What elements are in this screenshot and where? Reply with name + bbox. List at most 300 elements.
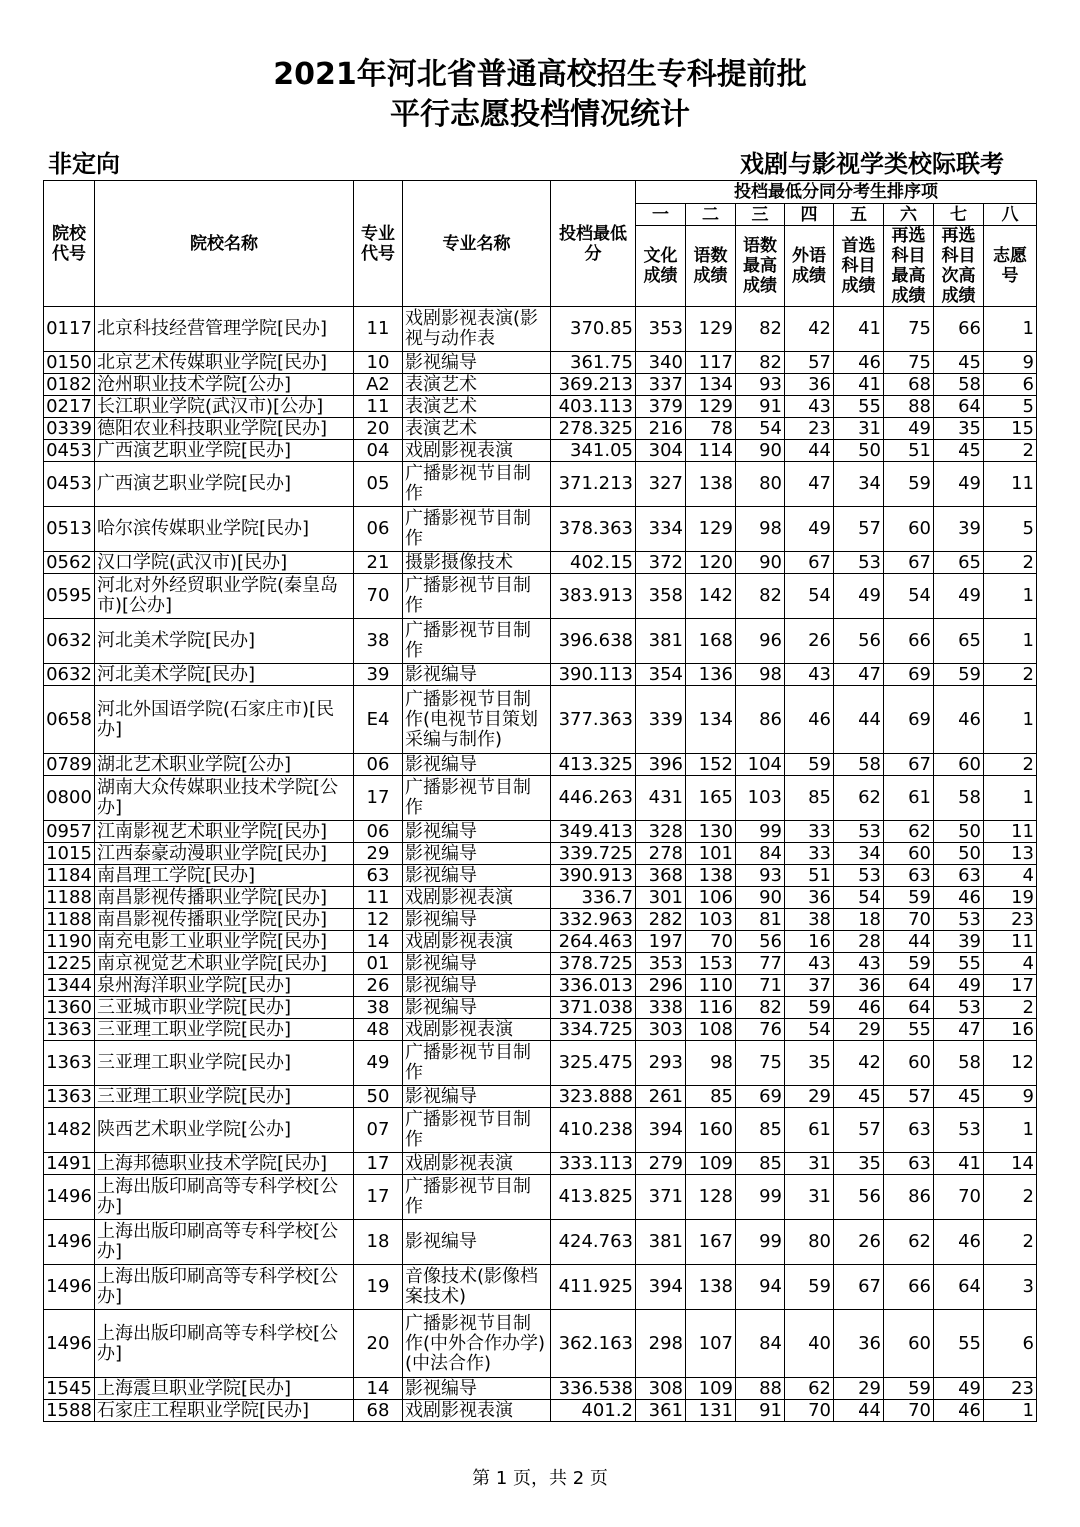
rank-item-cell-7: 39 xyxy=(934,507,984,552)
school-code-cell: 1363 xyxy=(44,1041,95,1086)
rank-item-cell-4: 40 xyxy=(785,1310,834,1378)
min-score-cell: 390.113 xyxy=(551,664,636,686)
school-code-cell: 0632 xyxy=(44,619,95,664)
major-name-cell: 影视编导 xyxy=(403,953,551,975)
rank-item-cell-8: 4 xyxy=(984,953,1037,975)
rank-item-cell-8: 1 xyxy=(984,574,1037,619)
rank-item-cell-7: 65 xyxy=(934,619,984,664)
rank-item-cell-2: 168 xyxy=(686,619,736,664)
school-code-cell: 1482 xyxy=(44,1108,95,1153)
major-code-cell: 11 xyxy=(354,307,403,352)
school-name-cell: 湖北艺术职业学院[公办] xyxy=(95,754,354,776)
rank-item-cell-4: 59 xyxy=(785,997,834,1019)
rank-item-cell-3: 99 xyxy=(736,1220,785,1265)
min-score-cell: 390.913 xyxy=(551,865,636,887)
rank-item-cell-7: 70 xyxy=(934,1175,984,1220)
school-code-cell: 0632 xyxy=(44,664,95,686)
rank-item-cell-1: 379 xyxy=(636,396,686,418)
rank-item-cell-4: 44 xyxy=(785,440,834,462)
rank-item-cell-7: 47 xyxy=(934,1019,984,1041)
rank-item-cell-7: 59 xyxy=(934,664,984,686)
major-code-cell: 18 xyxy=(354,1220,403,1265)
school-code-cell: 0453 xyxy=(44,462,95,507)
rank-item-cell-7: 65 xyxy=(934,552,984,574)
school-code-cell: 0513 xyxy=(44,507,95,552)
table-row xyxy=(44,1265,1037,1310)
header-item-6: 再选科目最高成绩 xyxy=(884,226,934,307)
rank-item-cell-8: 1 xyxy=(984,776,1037,821)
rank-item-cell-8: 2 xyxy=(984,440,1037,462)
header-item-8: 志愿号 xyxy=(984,226,1037,307)
rank-item-cell-6: 67 xyxy=(884,552,934,574)
rank-item-cell-4: 35 xyxy=(785,1041,834,1086)
table-row xyxy=(44,821,1037,843)
rank-item-cell-6: 55 xyxy=(884,1019,934,1041)
rank-item-cell-1: 371 xyxy=(636,1175,686,1220)
rank-item-cell-4: 59 xyxy=(785,754,834,776)
school-code-cell: 1545 xyxy=(44,1378,95,1400)
major-name-cell: 戏剧影视表演 xyxy=(403,1400,551,1422)
table-row xyxy=(44,975,1037,997)
table-row xyxy=(44,307,1037,352)
rank-item-cell-4: 16 xyxy=(785,931,834,953)
rank-item-cell-8: 19 xyxy=(984,887,1037,909)
rank-item-cell-7: 49 xyxy=(934,975,984,997)
school-code-cell: 0339 xyxy=(44,418,95,440)
table-row xyxy=(44,1175,1037,1220)
rank-item-cell-2: 131 xyxy=(686,1400,736,1422)
rank-item-cell-8: 5 xyxy=(984,396,1037,418)
major-code-cell: A2 xyxy=(354,374,403,396)
school-code-cell: 0217 xyxy=(44,396,95,418)
header-order-7: 七 xyxy=(934,204,984,226)
rank-item-cell-1: 293 xyxy=(636,1041,686,1086)
rank-item-cell-8: 1 xyxy=(984,619,1037,664)
rank-item-cell-4: 57 xyxy=(785,352,834,374)
rank-item-cell-4: 23 xyxy=(785,418,834,440)
rank-item-cell-1: 339 xyxy=(636,686,686,754)
min-score-cell: 264.463 xyxy=(551,931,636,953)
major-code-cell: 21 xyxy=(354,552,403,574)
school-code-cell: 1496 xyxy=(44,1220,95,1265)
rank-item-cell-8: 4 xyxy=(984,865,1037,887)
school-code-cell: 0182 xyxy=(44,374,95,396)
rank-item-cell-4: 54 xyxy=(785,1019,834,1041)
major-code-cell: E4 xyxy=(354,686,403,754)
rank-item-cell-4: 29 xyxy=(785,1086,834,1108)
rank-item-cell-4: 36 xyxy=(785,887,834,909)
rank-item-cell-2: 165 xyxy=(686,776,736,821)
min-score-cell: 336.7 xyxy=(551,887,636,909)
rank-item-cell-8: 14 xyxy=(984,1153,1037,1175)
rank-item-cell-7: 45 xyxy=(934,1086,984,1108)
rank-item-cell-4: 33 xyxy=(785,843,834,865)
rank-item-cell-4: 70 xyxy=(785,1400,834,1422)
rank-item-cell-8: 2 xyxy=(984,664,1037,686)
header-item-7: 再选科目次高成绩 xyxy=(934,226,984,307)
school-name-cell: 沧州职业技术学院[公办] xyxy=(95,374,354,396)
school-name-cell: 江南影视艺术职业学院[民办] xyxy=(95,821,354,843)
rank-item-cell-1: 353 xyxy=(636,307,686,352)
rank-item-cell-4: 59 xyxy=(785,1265,834,1310)
header-tie-group: 投档最低分同分考生排序项 xyxy=(636,181,1037,204)
rank-item-cell-1: 301 xyxy=(636,887,686,909)
rank-item-cell-5: 57 xyxy=(834,507,884,552)
rank-item-cell-5: 53 xyxy=(834,821,884,843)
rank-item-cell-3: 90 xyxy=(736,552,785,574)
rank-item-cell-3: 94 xyxy=(736,1265,785,1310)
rank-item-cell-7: 50 xyxy=(934,843,984,865)
rank-item-cell-3: 99 xyxy=(736,1175,785,1220)
major-code-cell: 17 xyxy=(354,776,403,821)
major-name-cell: 影视编导 xyxy=(403,821,551,843)
rank-item-cell-6: 68 xyxy=(884,374,934,396)
rank-item-cell-7: 55 xyxy=(934,1310,984,1378)
min-score-cell: 413.825 xyxy=(551,1175,636,1220)
rank-item-cell-2: 138 xyxy=(686,462,736,507)
major-code-cell: 26 xyxy=(354,975,403,997)
rank-item-cell-6: 69 xyxy=(884,664,934,686)
school-name-cell: 南昌理工学院[民办] xyxy=(95,865,354,887)
major-name-cell: 戏剧影视表演 xyxy=(403,1019,551,1041)
min-score-cell: 370.85 xyxy=(551,307,636,352)
rank-item-cell-4: 51 xyxy=(785,865,834,887)
rank-item-cell-3: 90 xyxy=(736,887,785,909)
rank-item-cell-6: 59 xyxy=(884,462,934,507)
major-code-cell: 20 xyxy=(354,1310,403,1378)
school-code-cell: 1496 xyxy=(44,1265,95,1310)
rank-item-cell-6: 66 xyxy=(884,1265,934,1310)
table-row xyxy=(44,1086,1037,1108)
table-row xyxy=(44,507,1037,552)
major-name-cell: 广播影视节目制作 xyxy=(403,574,551,619)
table-row xyxy=(44,418,1037,440)
rank-item-cell-7: 64 xyxy=(934,1265,984,1310)
rank-item-cell-7: 55 xyxy=(934,953,984,975)
rank-item-cell-4: 37 xyxy=(785,975,834,997)
header-order-1: 一 xyxy=(636,204,686,226)
rank-item-cell-6: 66 xyxy=(884,619,934,664)
rank-item-cell-8: 15 xyxy=(984,418,1037,440)
rank-item-cell-6: 75 xyxy=(884,352,934,374)
min-score-cell: 332.963 xyxy=(551,909,636,931)
min-score-cell: 424.763 xyxy=(551,1220,636,1265)
table-row xyxy=(44,352,1037,374)
rank-item-cell-7: 45 xyxy=(934,352,984,374)
major-code-cell: 68 xyxy=(354,1400,403,1422)
school-name-cell: 三亚理工职业学院[民办] xyxy=(95,1041,354,1086)
min-score-cell: 336.013 xyxy=(551,975,636,997)
rank-item-cell-2: 167 xyxy=(686,1220,736,1265)
rank-item-cell-3: 54 xyxy=(736,418,785,440)
school-name-cell: 德阳农业科技职业学院[民办] xyxy=(95,418,354,440)
rank-item-cell-1: 394 xyxy=(636,1265,686,1310)
rank-item-cell-6: 59 xyxy=(884,1378,934,1400)
major-code-cell: 29 xyxy=(354,843,403,865)
rank-item-cell-6: 59 xyxy=(884,953,934,975)
major-name-cell: 影视编导 xyxy=(403,664,551,686)
major-code-cell: 19 xyxy=(354,1265,403,1310)
header-school-code: 院校代号 xyxy=(44,181,95,307)
rank-item-cell-5: 62 xyxy=(834,776,884,821)
rank-item-cell-7: 64 xyxy=(934,396,984,418)
major-name-cell: 广播影视节目制作 xyxy=(403,507,551,552)
header-order-3: 三 xyxy=(736,204,785,226)
rank-item-cell-5: 53 xyxy=(834,865,884,887)
rank-item-cell-5: 53 xyxy=(834,552,884,574)
rank-item-cell-8: 12 xyxy=(984,1041,1037,1086)
rank-item-cell-2: 138 xyxy=(686,865,736,887)
rank-item-cell-7: 49 xyxy=(934,462,984,507)
table-row xyxy=(44,619,1037,664)
rank-item-cell-4: 61 xyxy=(785,1108,834,1153)
rank-item-cell-5: 46 xyxy=(834,997,884,1019)
min-score-cell: 413.325 xyxy=(551,754,636,776)
table-row xyxy=(44,1108,1037,1153)
header-major-code: 专业代号 xyxy=(354,181,403,307)
rank-item-cell-7: 46 xyxy=(934,686,984,754)
table-row xyxy=(44,1019,1037,1041)
admission-table xyxy=(43,180,1037,1422)
rank-item-cell-4: 54 xyxy=(785,574,834,619)
rank-item-cell-3: 76 xyxy=(736,1019,785,1041)
rank-item-cell-7: 58 xyxy=(934,374,984,396)
rank-item-cell-5: 28 xyxy=(834,931,884,953)
school-name-cell: 上海出版印刷高等专科学校[公办] xyxy=(95,1220,354,1265)
major-code-cell: 01 xyxy=(354,953,403,975)
rank-item-cell-1: 431 xyxy=(636,776,686,821)
major-name-cell: 表演艺术 xyxy=(403,418,551,440)
rank-item-cell-6: 64 xyxy=(884,997,934,1019)
rank-item-cell-5: 55 xyxy=(834,396,884,418)
rank-item-cell-1: 353 xyxy=(636,953,686,975)
header-item-1: 文化成绩 xyxy=(636,226,686,307)
rank-item-cell-1: 396 xyxy=(636,754,686,776)
header-item-4: 外语成绩 xyxy=(785,226,834,307)
rank-item-cell-8: 9 xyxy=(984,352,1037,374)
major-name-cell: 戏剧影视表演 xyxy=(403,887,551,909)
major-code-cell: 17 xyxy=(354,1175,403,1220)
header-order-6: 六 xyxy=(884,204,934,226)
school-code-cell: 1190 xyxy=(44,931,95,953)
min-score-cell: 401.2 xyxy=(551,1400,636,1422)
table-row xyxy=(44,997,1037,1019)
major-name-cell: 广播影视节目制作 xyxy=(403,1175,551,1220)
rank-item-cell-2: 129 xyxy=(686,307,736,352)
school-name-cell: 三亚理工职业学院[民办] xyxy=(95,1019,354,1041)
rank-item-cell-5: 35 xyxy=(834,1153,884,1175)
major-code-cell: 05 xyxy=(354,462,403,507)
rank-item-cell-8: 2 xyxy=(984,754,1037,776)
rank-item-cell-1: 372 xyxy=(636,552,686,574)
rank-item-cell-7: 58 xyxy=(934,776,984,821)
school-code-cell: 1184 xyxy=(44,865,95,887)
rank-item-cell-1: 278 xyxy=(636,843,686,865)
school-name-cell: 陕西艺术职业学院[公办] xyxy=(95,1108,354,1153)
school-name-cell: 三亚城市职业学院[民办] xyxy=(95,997,354,1019)
rank-item-cell-2: 108 xyxy=(686,1019,736,1041)
rank-item-cell-2: 70 xyxy=(686,931,736,953)
rank-item-cell-6: 44 xyxy=(884,931,934,953)
rank-item-cell-6: 63 xyxy=(884,865,934,887)
rank-item-cell-4: 43 xyxy=(785,664,834,686)
school-name-cell: 南京视觉艺术职业学院[民办] xyxy=(95,953,354,975)
major-code-cell: 49 xyxy=(354,1041,403,1086)
subtitle-right: 戏剧与影视学类校际联考 xyxy=(740,150,1004,178)
table-row xyxy=(44,931,1037,953)
major-name-cell: 戏剧影视表演(影视与动作表 xyxy=(403,307,551,352)
rank-item-cell-6: 88 xyxy=(884,396,934,418)
major-name-cell: 广播影视节目制作(中外合作办学)(中法合作) xyxy=(403,1310,551,1378)
school-name-cell: 北京科技经营管理学院[民办] xyxy=(95,307,354,352)
rank-item-cell-5: 34 xyxy=(834,843,884,865)
min-score-cell: 396.638 xyxy=(551,619,636,664)
school-name-cell: 石家庄工程职业学院[民办] xyxy=(95,1400,354,1422)
rank-item-cell-6: 64 xyxy=(884,975,934,997)
rank-item-cell-1: 361 xyxy=(636,1400,686,1422)
rank-item-cell-2: 138 xyxy=(686,1265,736,1310)
rank-item-cell-3: 85 xyxy=(736,1108,785,1153)
school-name-cell: 汉口学院(武汉市)[民办] xyxy=(95,552,354,574)
rank-item-cell-6: 70 xyxy=(884,1400,934,1422)
rank-item-cell-8: 6 xyxy=(984,374,1037,396)
rank-item-cell-2: 153 xyxy=(686,953,736,975)
rank-item-cell-2: 85 xyxy=(686,1086,736,1108)
rank-item-cell-7: 63 xyxy=(934,865,984,887)
rank-item-cell-5: 47 xyxy=(834,664,884,686)
page-footer: 第 1 页，共 2 页 xyxy=(472,1468,608,1489)
rank-item-cell-5: 45 xyxy=(834,1086,884,1108)
rank-item-cell-4: 42 xyxy=(785,307,834,352)
rank-item-cell-6: 69 xyxy=(884,686,934,754)
rank-item-cell-3: 104 xyxy=(736,754,785,776)
rank-item-cell-6: 60 xyxy=(884,1310,934,1378)
major-name-cell: 广播影视节目制作(电视节目策划采编与制作) xyxy=(403,686,551,754)
school-name-cell: 三亚理工职业学院[民办] xyxy=(95,1086,354,1108)
major-name-cell: 影视编导 xyxy=(403,1086,551,1108)
major-name-cell: 影视编导 xyxy=(403,843,551,865)
min-score-cell: 410.238 xyxy=(551,1108,636,1153)
rank-item-cell-2: 103 xyxy=(686,909,736,931)
rank-item-cell-4: 43 xyxy=(785,396,834,418)
major-code-cell: 39 xyxy=(354,664,403,686)
rank-item-cell-7: 53 xyxy=(934,1108,984,1153)
major-code-cell: 20 xyxy=(354,418,403,440)
rank-item-cell-5: 36 xyxy=(834,1310,884,1378)
table-row xyxy=(44,1378,1037,1400)
rank-item-cell-3: 88 xyxy=(736,1378,785,1400)
table-row xyxy=(44,1041,1037,1086)
school-code-cell: 1188 xyxy=(44,909,95,931)
rank-item-cell-6: 54 xyxy=(884,574,934,619)
rank-item-cell-8: 23 xyxy=(984,909,1037,931)
major-name-cell: 影视编导 xyxy=(403,754,551,776)
rank-item-cell-8: 1 xyxy=(984,686,1037,754)
table-row xyxy=(44,374,1037,396)
rank-item-cell-7: 49 xyxy=(934,1378,984,1400)
major-code-cell: 38 xyxy=(354,619,403,664)
rank-item-cell-2: 129 xyxy=(686,396,736,418)
min-score-cell: 339.725 xyxy=(551,843,636,865)
rank-item-cell-1: 296 xyxy=(636,975,686,997)
major-name-cell: 影视编导 xyxy=(403,865,551,887)
major-name-cell: 影视编导 xyxy=(403,909,551,931)
rank-item-cell-1: 298 xyxy=(636,1310,686,1378)
rank-item-cell-4: 36 xyxy=(785,374,834,396)
rank-item-cell-5: 34 xyxy=(834,462,884,507)
rank-item-cell-8: 3 xyxy=(984,1265,1037,1310)
rank-item-cell-3: 93 xyxy=(736,865,785,887)
rank-item-cell-3: 96 xyxy=(736,619,785,664)
rank-item-cell-8: 11 xyxy=(984,462,1037,507)
rank-item-cell-5: 46 xyxy=(834,352,884,374)
major-code-cell: 17 xyxy=(354,1153,403,1175)
school-code-cell: 0562 xyxy=(44,552,95,574)
school-name-cell: 泉州海洋职业学院[民办] xyxy=(95,975,354,997)
rank-item-cell-3: 91 xyxy=(736,1400,785,1422)
rank-item-cell-1: 327 xyxy=(636,462,686,507)
rank-item-cell-2: 106 xyxy=(686,887,736,909)
min-score-cell: 336.538 xyxy=(551,1378,636,1400)
school-code-cell: 0117 xyxy=(44,307,95,352)
table-row xyxy=(44,686,1037,754)
min-score-cell: 371.213 xyxy=(551,462,636,507)
min-score-cell: 362.163 xyxy=(551,1310,636,1378)
rank-item-cell-5: 42 xyxy=(834,1041,884,1086)
rank-item-cell-3: 99 xyxy=(736,821,785,843)
rank-item-cell-5: 31 xyxy=(834,418,884,440)
rank-item-cell-1: 337 xyxy=(636,374,686,396)
header-item-3: 语数最高成绩 xyxy=(736,226,785,307)
rank-item-cell-3: 77 xyxy=(736,953,785,975)
rank-item-cell-6: 75 xyxy=(884,307,934,352)
header-order-2: 二 xyxy=(686,204,736,226)
school-code-cell: 0789 xyxy=(44,754,95,776)
major-name-cell: 戏剧影视表演 xyxy=(403,931,551,953)
min-score-cell: 341.05 xyxy=(551,440,636,462)
rank-item-cell-5: 29 xyxy=(834,1378,884,1400)
table-row xyxy=(44,462,1037,507)
rank-item-cell-6: 62 xyxy=(884,821,934,843)
table-row xyxy=(44,887,1037,909)
rank-item-cell-6: 60 xyxy=(884,507,934,552)
rank-item-cell-6: 61 xyxy=(884,776,934,821)
school-code-cell: 0453 xyxy=(44,440,95,462)
school-code-cell: 0658 xyxy=(44,686,95,754)
table-row xyxy=(44,664,1037,686)
table-row xyxy=(44,843,1037,865)
rank-item-cell-2: 109 xyxy=(686,1153,736,1175)
rank-item-cell-3: 98 xyxy=(736,664,785,686)
rank-item-cell-5: 26 xyxy=(834,1220,884,1265)
rank-item-cell-4: 46 xyxy=(785,686,834,754)
major-name-cell: 广播影视节目制作 xyxy=(403,462,551,507)
major-name-cell: 广播影视节目制作 xyxy=(403,776,551,821)
rank-item-cell-8: 16 xyxy=(984,1019,1037,1041)
rank-item-cell-3: 80 xyxy=(736,462,785,507)
rank-item-cell-3: 84 xyxy=(736,843,785,865)
min-score-cell: 369.213 xyxy=(551,374,636,396)
school-code-cell: 1491 xyxy=(44,1153,95,1175)
school-name-cell: 广西演艺职业学院[民办] xyxy=(95,462,354,507)
rank-item-cell-1: 368 xyxy=(636,865,686,887)
min-score-cell: 383.913 xyxy=(551,574,636,619)
rank-item-cell-3: 98 xyxy=(736,507,785,552)
table-row xyxy=(44,440,1037,462)
rank-item-cell-4: 67 xyxy=(785,552,834,574)
school-name-cell: 上海出版印刷高等专科学校[公办] xyxy=(95,1175,354,1220)
rank-item-cell-5: 67 xyxy=(834,1265,884,1310)
